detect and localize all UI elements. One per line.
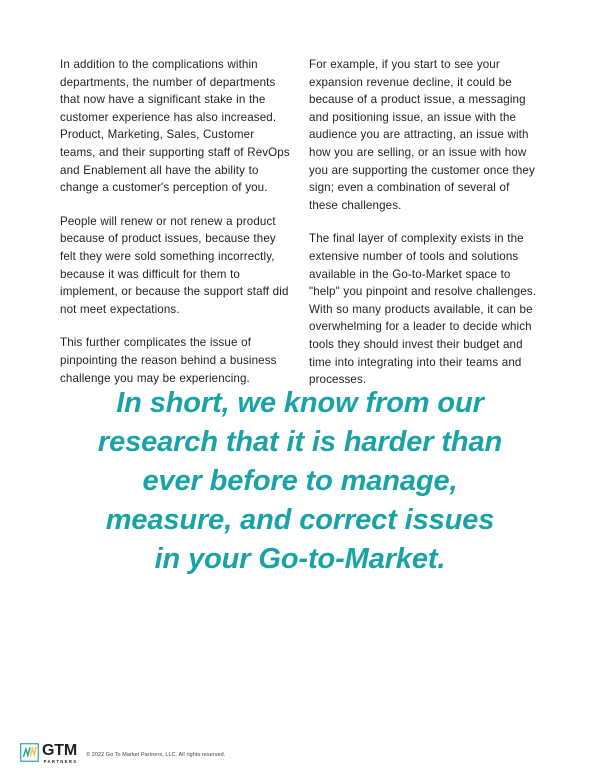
pull-quote-line: research that it is harder than — [97, 426, 503, 458]
pull-quote-line: measure, and correct issues — [105, 504, 495, 536]
right-column — [309, 56, 540, 389]
paragraph: In addition to the complications within departments, the number of departments that now have a significant stake in the customer experience has also increased. Product, Marketing, Sales, Customer teams, and their supporting staff of RevOps and Enablement all have the ability to change a customer's perception of you. — [60, 58, 290, 195]
left-column — [60, 56, 291, 389]
body-columns — [60, 56, 540, 389]
paragraph: The final layer of complexity exists in the extensive number of tools and solutions available in the Go-to-Market space to "help" you pinpoint and resolve challenges. With so many products available, it can be overwhelming for a leader to decide which tools they should invest their budget and time into integrating into their teams and processes. — [309, 232, 537, 387]
copyright-text: © 2022 Go To Market Partners, LLC. All rights reserved. — [86, 751, 226, 758]
pull-quote — [50, 384, 550, 579]
pull-quote-line: ever before to manage, — [142, 465, 458, 497]
logo-wordmark-group — [42, 743, 77, 764]
page-footer — [20, 743, 225, 764]
rising-bar-chart-icon — [20, 743, 39, 762]
paragraph: People will renew or not renew a product because of product issues, because they felt they were sold something incorrectly, because it was difficult for them to implement, or because the support staff did not meet expectations. — [60, 214, 289, 316]
logo-wordmark: GTM — [42, 741, 78, 759]
logo-subtitle: PARTNERS — [43, 758, 78, 764]
pull-quote-line: In short, we know from our — [116, 387, 484, 419]
gtm-partners-logo — [20, 743, 77, 764]
pull-quote-line: in your Go-to-Market. — [154, 543, 446, 575]
paragraph: This further complicates the issue of pinpointing the reason behind a business challenge you may be experiencing. — [60, 336, 277, 385]
paragraph: For example, if you start to see your expansion revenue decline, it could be because of a product issue, a messaging and positioning issue, an issue with the audience you are attracting, an issue with how you are selling, or an issue with how you are supporting the customer once they sign; even a combination of several of these challenges. — [309, 58, 535, 212]
